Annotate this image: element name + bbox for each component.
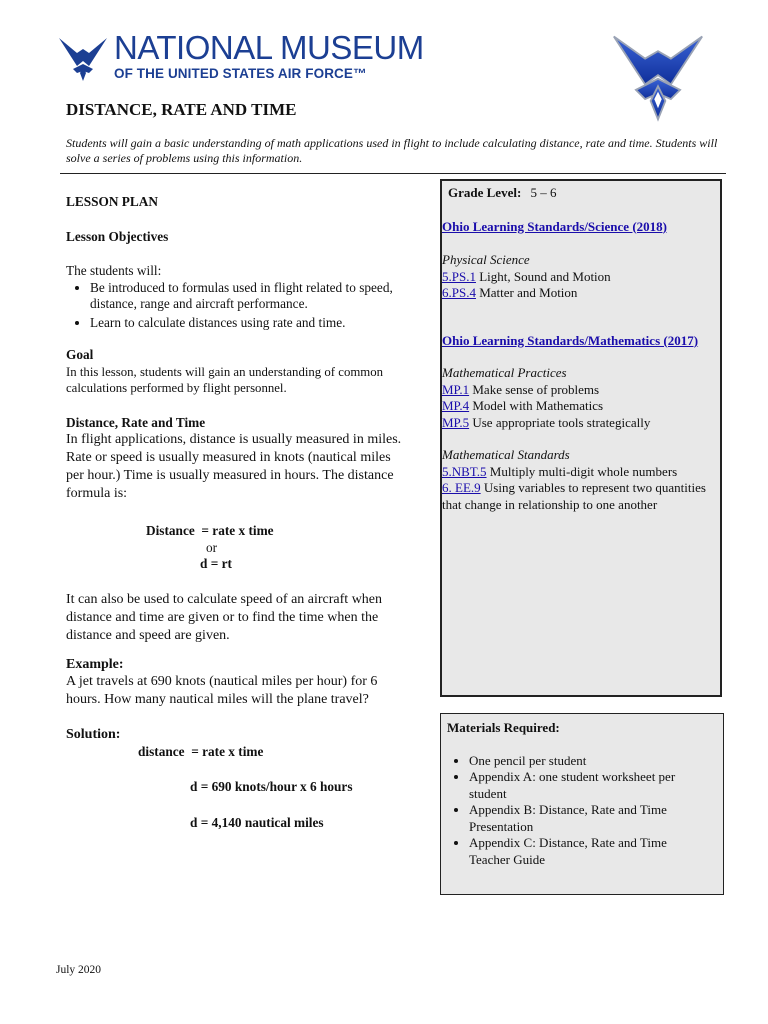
grade-level-label: Grade Level: [448,185,522,200]
standard-code-link[interactable]: MP.4 [442,398,470,413]
list-item: 5.PS.1 Light, Sound and Motion [442,268,611,284]
materials-heading: Materials Required: [447,720,560,735]
list-item: • Learn to calculate distances using rate and time. [90,315,412,332]
practices-heading: Mathematical Practices [442,365,567,380]
footer-date: July 2020 [56,964,102,976]
objectives-list [66,280,412,332]
materials-box [440,713,724,895]
standard-code-link[interactable]: MP.1 [442,381,470,397]
solution-heading: Solution: [66,727,121,742]
solution-line-2: d = 690 knots/hour x 6 hours [190,779,353,794]
intro-paragraph: Students will gain a basic understanding of math applications used in flight to include calculating distance, rate and time. Students will solve a series of problems using this information. [66,136,718,165]
goal-text: In this lesson, students will gain an understanding of common calculations performed by flight personnel. [66,364,384,395]
science-standards-link[interactable]: Ohio Learning Standards/Science (2018) [442,218,667,234]
list-item: 5.NBT.5 Multiply multi-digit whole numbers [442,463,678,479]
standard-code-link[interactable]: 6.PS.4 [442,285,476,300]
solution-line-3: d = 4,140 nautical miles [190,814,324,830]
museum-subtitle: OF THE UNITED STATES AIR FORCE™ [114,66,367,81]
air-force-symbol-icon [612,30,704,124]
formula-d-rt: d = rt [200,556,232,571]
grade-level [442,185,718,202]
list-item: MP.1 Make sense of problems [442,381,600,397]
also-text: It can also be used to calculate speed of an aircraft when distance and time are given or to find the time when the distance and speed are given. [66,591,383,643]
list-item: MP.4 Model with Mathematics [442,398,604,413]
solution-line-1: distance = rate x time [138,743,264,759]
formula-distance: Distance = rate x time [146,523,274,538]
air-force-wings-icon [58,36,108,82]
lesson-objectives-heading: Lesson Objectives [66,228,169,244]
goal-heading: Goal [66,347,94,362]
standard-code-link[interactable]: MP.5 [442,414,470,430]
museum-title: NATIONAL MUSEUM [114,29,424,66]
list-item: 6. EE.9 Using variables to represent two quantities that change in relationship to one another [442,480,706,512]
materials-list [441,753,723,869]
objectives-intro: The students will: [66,263,162,278]
list-item: • One pencil per student [469,753,709,770]
lesson-plan-heading: LESSON PLAN [66,194,158,209]
standard-code-link[interactable]: 5.NBT.5 [442,463,487,479]
lesson-plan-column [66,192,412,831]
list-item: • Be introduced to formulas used in flight related to speed, distance, range and aircraft performance. [90,280,412,313]
standard-code-link[interactable]: 6. EE.9 [442,480,481,495]
example-heading: Example: [66,656,124,672]
header-divider [60,173,726,174]
list-item: MP.5 Use appropriate tools strategically [442,414,651,430]
drt-text: In flight applications, distance is usually measured in miles. Rate or speed is usually measured in knots (nautical miles per hour.) Time is usually measured in hours. The distance formula is: [66,432,402,501]
list-item: • Appendix A: one student worksheet per student [469,769,709,802]
math-standards-heading: Mathematical Standards [442,447,570,462]
grade-level-value: 5 – 6 [530,185,557,200]
example-text: A jet travels at 690 knots (nautical miles per hour) for 6 hours. How many nautical miles will the plane travel? [66,674,378,707]
formula-or: or [206,539,218,555]
list-item: • Appendix B: Distance, Rate and Time Presentation [469,802,709,835]
math-standards-link[interactable]: Ohio Learning Standards/Mathematics (2017) [442,332,699,348]
drt-heading: Distance, Rate and Time [66,414,206,430]
standard-code-link[interactable]: 5.PS.1 [442,268,476,284]
list-item: • Appendix C: Distance, Rate and Time Teacher Guide [469,835,709,868]
physical-science-heading: Physical Science [442,252,530,267]
document-title: DISTANCE, RATE AND TIME [66,100,297,119]
standards-box [440,179,722,697]
list-item: 6.PS.4 Matter and Motion [442,285,578,300]
